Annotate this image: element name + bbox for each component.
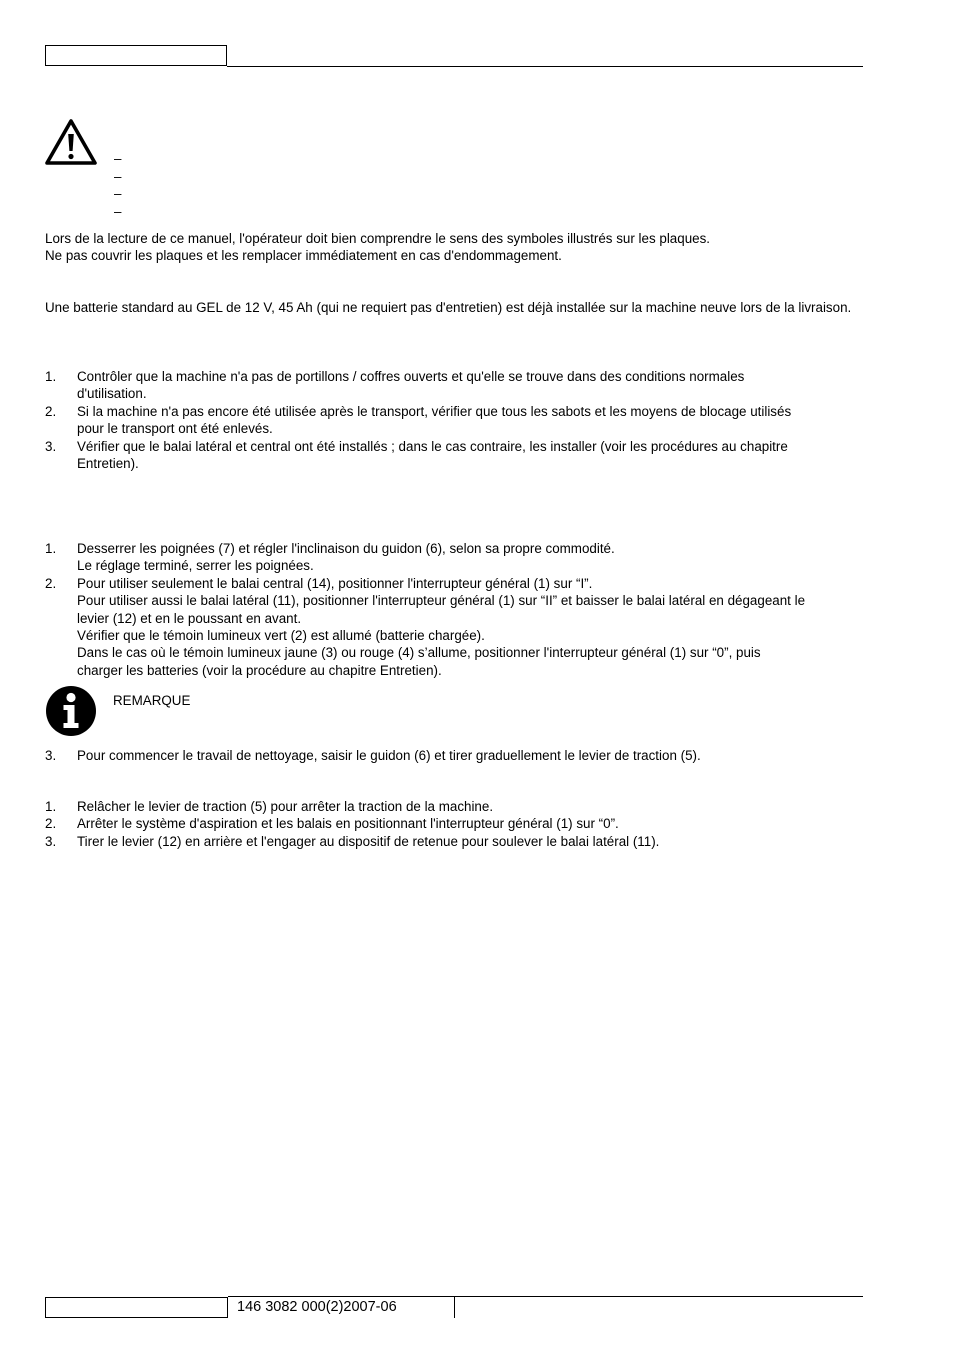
text-line: Ne pas couvrir les plaques et les remplacer immédiatement en cas d'endommagement. — [45, 248, 562, 264]
text-line: Relâcher le levier de traction (5) pour arrêter la traction de la machine. — [77, 799, 494, 814]
text-line: Desserrer les poignées (7) et régler l'inclinaison du guidon (6), selon sa propre commodité. — [77, 541, 615, 556]
warning-dash: – — [114, 186, 122, 201]
list-number: 2. — [45, 816, 57, 832]
text-line: charger les batteries (voir la procédure au chapitre Entretien). — [77, 662, 442, 678]
text-line: pour le transport ont été enlevés. — [77, 421, 273, 437]
stop-steps-list — [45, 798, 865, 850]
text-line: Entretien). — [77, 456, 139, 472]
list-number: 1. — [45, 799, 57, 814]
info-icon — [45, 685, 97, 737]
list-number: 1. — [45, 369, 57, 384]
list-number: 1. — [45, 541, 57, 556]
list-number: 3. — [45, 748, 57, 763]
warning-icon — [44, 118, 98, 166]
text-line: d'utilisation. — [77, 386, 147, 402]
list-item — [45, 833, 865, 850]
text-line: Dans le cas où le témoin lumineux jaune (3) ou rouge (4) s’allume, positionner l'interrupteur général (1) sur “0”, puis — [77, 645, 761, 661]
footer-doc-code: 146 3082 000(2)2007-06 — [237, 1299, 397, 1315]
list-item — [45, 798, 865, 815]
battery-paragraph: Une batterie standard au GEL de 12 V, 45 Ah (qui ne requiert pas d'entretien) est déjà installée sur la machine neuve lors de la livraison. — [45, 300, 852, 315]
list-number: 3. — [45, 833, 57, 849]
text-line: Si la machine n'a pas encore été utilisée après le transport, vérifier que tous les sabots et les moyens de blocage utilisés — [77, 403, 792, 419]
text-line: levier (12) et en le poussant en avant. — [77, 610, 302, 626]
checks-list — [45, 368, 865, 472]
list-item — [45, 815, 865, 832]
text-line: Pour utiliser aussi le balai latéral (11), positionner l'interrupteur général (1) sur “II” et baisser le balai latéral en dégageant le — [77, 593, 806, 609]
footer-separator — [454, 1297, 455, 1318]
start-step-3 — [45, 747, 865, 764]
start-steps-list — [45, 540, 865, 679]
text-line: Arrêter le système d'aspiration et les balais en positionnant l'interrupteur général (1) sur “0”. — [77, 816, 619, 832]
list-number: 2. — [45, 403, 57, 419]
plates-paragraph — [45, 230, 865, 265]
text-line: Contrôler que la machine n'a pas de portillons / coffres ouverts et qu'elle se trouve dans des conditions normales — [77, 369, 745, 384]
warning-dash: – — [114, 169, 122, 184]
list-item — [45, 438, 865, 473]
text-line: Pour commencer le travail de nettoyage, saisir le guidon (6) et tirer graduellement le levier de traction (5). — [77, 748, 701, 763]
warning-dash: – — [114, 151, 122, 166]
header-rule — [227, 66, 863, 67]
list-number: 2. — [45, 575, 57, 591]
footer-box — [45, 1297, 228, 1318]
note-label: REMARQUE — [113, 693, 191, 708]
text-line: Vérifier que le balai latéral et central ont été installés ; dans le cas contraire, les installer (voir les procédures au chapitre — [77, 438, 788, 454]
text-line: Lors de la lecture de ce manuel, l'opérateur doit bien comprendre le sens des symboles illustrés sur les plaques. — [45, 231, 711, 246]
warning-dash: – — [114, 204, 122, 219]
text-line: Tirer le levier (12) en arrière et l'engager au dispositif de retenue pour soulever le balai latéral (11). — [77, 833, 660, 849]
header-box — [45, 45, 227, 66]
text-line: Pour utiliser seulement le balai central (14), positionner l'interrupteur général (1) sur “I”. — [77, 575, 593, 591]
footer-rule — [228, 1296, 863, 1297]
text-line: Vérifier que le témoin lumineux vert (2) est allumé (batterie chargée). — [77, 628, 485, 644]
text-line: Le réglage terminé, serrer les poignées. — [77, 558, 314, 574]
list-item — [45, 368, 865, 403]
list-item — [45, 575, 865, 679]
list-item — [45, 403, 865, 438]
list-item — [45, 747, 865, 764]
list-item — [45, 540, 865, 575]
list-number: 3. — [45, 438, 57, 454]
